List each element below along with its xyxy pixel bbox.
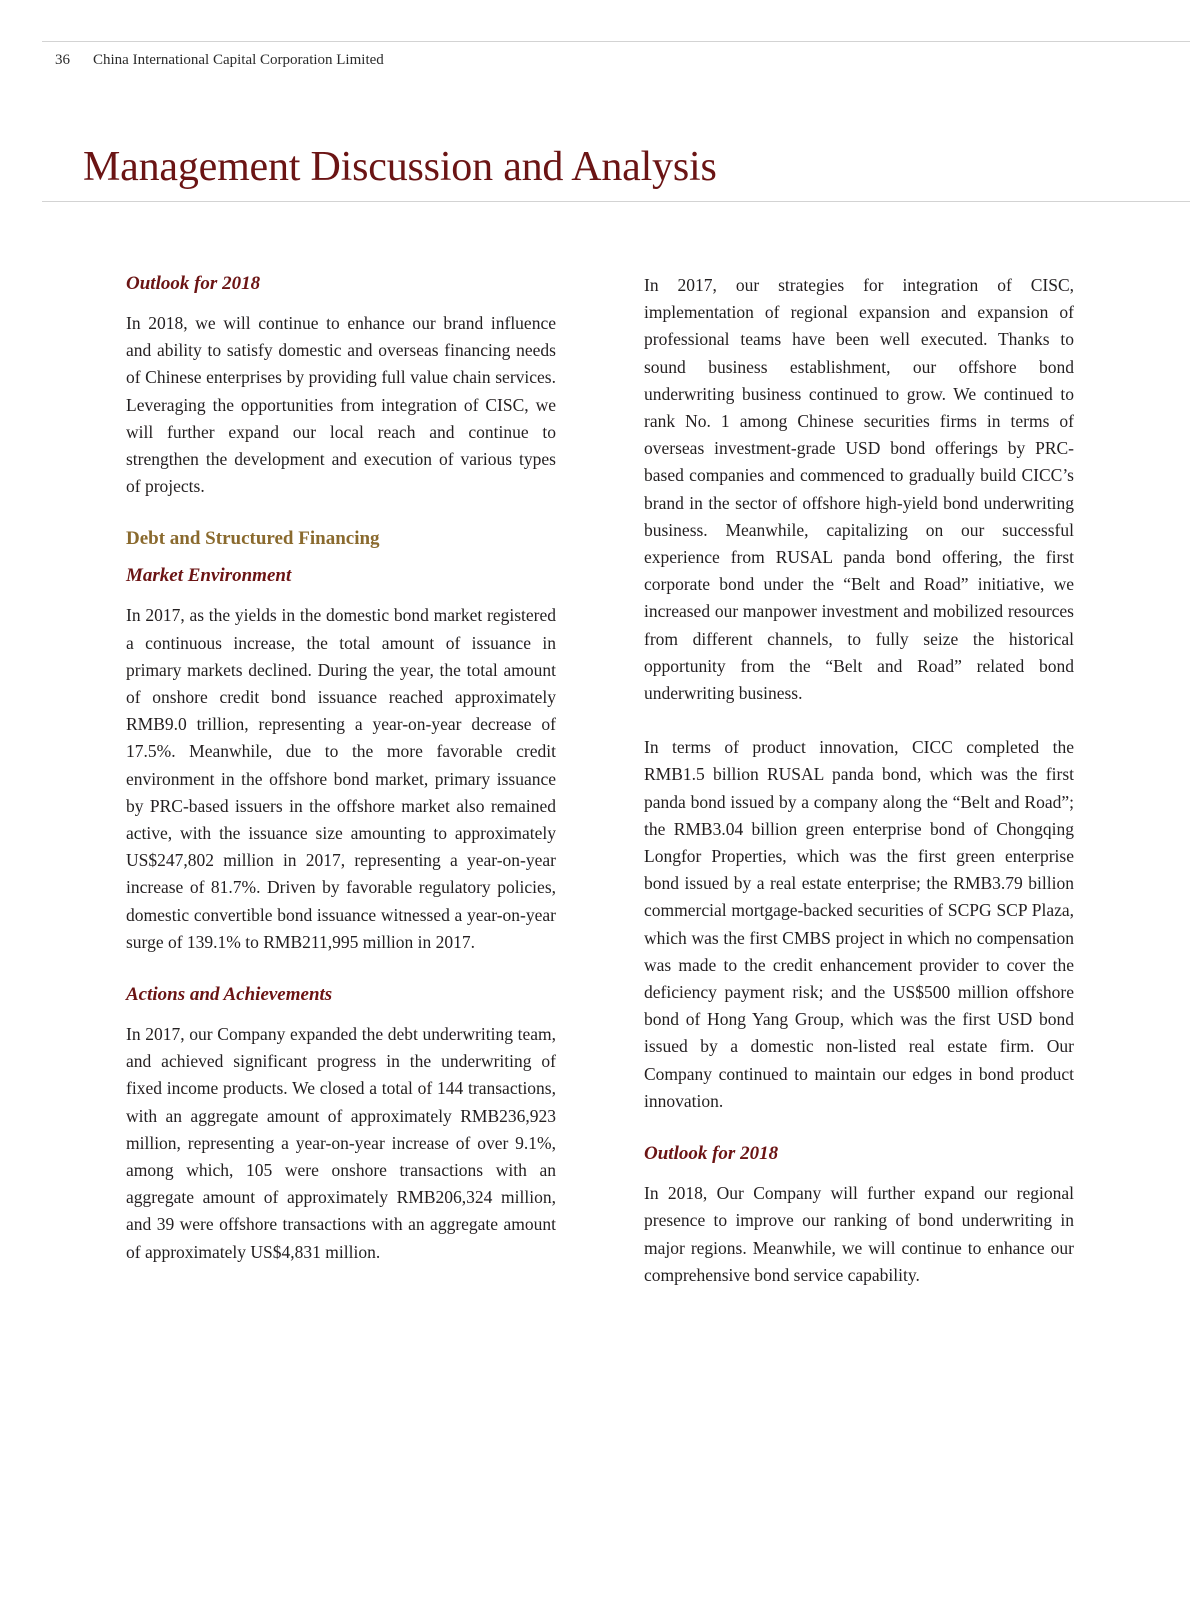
page-number: 36 bbox=[55, 52, 70, 68]
title-rule bbox=[42, 201, 1190, 202]
company-name: China International Capital Corporation Limited bbox=[93, 52, 384, 68]
outlook-paragraph-left: In 2018, we will continue to enhance our brand influence and ability to satisfy domestic and overseas financing needs of Chinese enterprises by providing full value chain services. Leveraging the opportunities from integration of CISC, we will further expand our local reach and continue to strengthen the development and execution of various types of projects. bbox=[126, 313, 556, 497]
actions-achievements-paragraph: In 2017, our Company expanded the debt underwriting team, and achieved significant progress in the underwriting of fixed income products. We closed a total of 144 transactions, with an aggregate amount of approximately RMB236,923 million, representing a year-on-year increase of over 9.1%, among which, 105 were onshore transactions with an aggregate amount of approximately RMB206,324 million, and 39 were offshore transactions with an aggregate amount of approximately US$4,831 million. bbox=[126, 1024, 556, 1262]
product-innovation-paragraph: In terms of product innovation, CICC completed the RMB1.5 billion RUSAL panda bond, which was the first panda bond issued by a company along the “Belt and Road”; the RMB3.04 billion green enterprise bond of Chongqing Longfor Properties, which was the first green enterprise bond issued by a real estate enterprise; the RMB3.79 billion commercial mortgage-backed securities of SCPG SCP Plaza, which was the first CMBS project in which no compensation was made to the credit enhancement provider to cover the deficiency payment risk; and the US$500 million offshore bond of Hong Yang Group, which was the first USD bond issued by a domestic non-listed real estate firm. Our Company continued to maintain our edges in bond product innovation. bbox=[644, 737, 1074, 1111]
page-title: Management Discussion and Analysis bbox=[83, 144, 717, 190]
right-column bbox=[644, 272, 1074, 1289]
outlook-paragraph-right: In 2018, Our Company will further expand our regional presence to improve our ranking of bond underwriting in major regions. Meanwhile, we will continue to enhance our comprehensive bond service capability. bbox=[644, 1183, 1074, 1285]
running-header bbox=[55, 51, 384, 69]
market-environment-paragraph: In 2017, as the yields in the domestic bond market registered a continuous increase, the total amount of issuance in primary markets declined. During the year, the total amount of onshore credit bond issuance reached approximately RMB9.0 trillion, representing a year-on-year decrease of 17.5%. Meanwhile, due to the more favorable credit environment in the offshore bond market, primary issuance by PRC-based issuers in the offshore market also remained active, with the issuance size amounting to approximately US$247,802 million in 2017, representing a year-on-year increase of 81.7%. Driven by favorable regulatory policies, domestic convertible bond issuance witnessed a year-on-year surge of 139.1% to RMB211,995 million in 2017. bbox=[126, 605, 556, 952]
left-column bbox=[126, 270, 556, 1266]
header-top-rule bbox=[42, 41, 1190, 42]
actions-achievements-heading: Actions and Achievements bbox=[126, 984, 333, 1006]
outlook-heading-left: Outlook for 2018 bbox=[126, 273, 261, 294]
section-heading-debt-structured-financing: Debt and Structured Financing bbox=[126, 528, 380, 550]
market-environment-heading: Market Environment bbox=[126, 565, 292, 587]
strategy-paragraph: In 2017, our strategies for integration of CISC, implementation of regional expansion and expansion of professional teams have been well executed. Thanks to sound business establishment, our offshore bond underwriting business continued to grow. We continued to rank No. 1 among Chinese securities firms in terms of overseas investment-grade USD bond offerings by PRC-based companies and commenced to gradually build CICC’s brand in the sector of offshore high-yield bond underwriting business. Meanwhile, capitalizing on our successful experience from RUSAL panda bond offering, the first corporate bond under the “Belt and Road” initiative, we increased our manpower investment and mobilized resources from different channels, to fully seize the historical opportunity from the “Belt and Road” related bond underwriting business. bbox=[644, 275, 1074, 704]
outlook-heading-right: Outlook for 2018 bbox=[644, 1143, 779, 1165]
